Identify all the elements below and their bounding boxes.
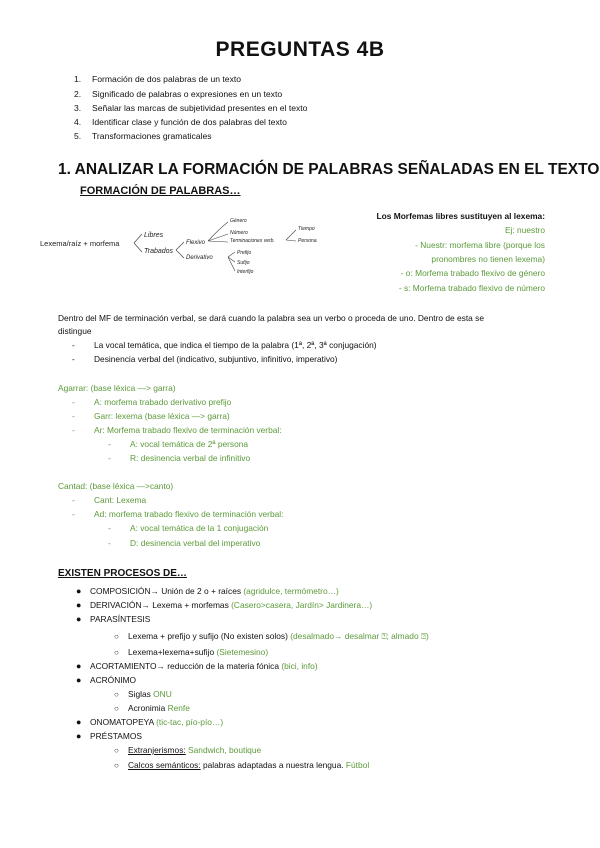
proceso-acronimo: ● ACRÓNIMO (76, 675, 137, 685)
procesos-heading: EXISTEN PROCESOS DE… (58, 568, 187, 579)
section-heading: 1. ANALIZAR LA FORMACIÓN DE PALABRAS SEÑALADAS EN EL TEXTO (58, 161, 600, 178)
page-title: PREGUNTAS 4B (215, 38, 385, 61)
agarrar-item: - Ar: Morfema trabado flexivo de terminación verbal: (72, 425, 282, 435)
agarrar-subitem: - A: vocal temática de 2ª persona (108, 439, 249, 449)
question-item: 3. Señalar las marcas de subjetividad presentes en el texto (74, 103, 308, 113)
morfemas-libres-line: Ej: nuestro (504, 225, 545, 235)
mf-verbal-item: - Desinencia verbal del (indicativo, subjuntivo, infinitivo, imperativo) (72, 354, 338, 364)
morfemas-libres-title: Los Morfemas libres sustituyen al lexema: (376, 211, 545, 221)
question-item: 5. Transformaciones gramaticales (74, 131, 212, 141)
diagram-libres: Libres (144, 232, 164, 239)
question-item: 4. Identificar clase y función de dos palabras del texto (74, 117, 287, 127)
mf-verbal-item: - La vocal temática, que indica el tiempo de la palabra (1ª, 2ª, 3ª conjugación) (72, 340, 377, 350)
cantad-item: - Ad: morfema trabado flexivo de terminación verbal: (72, 509, 284, 519)
agarrar-item: - Garr: lexema (base léxica —> garra) (72, 411, 230, 421)
question-item: 2. Significado de palabras o expresiones en un texto (74, 89, 283, 99)
diagram-genero: Género (230, 218, 247, 224)
diagram-persona: Persona (298, 238, 317, 244)
diagram-root: Lexema/raíz + morfema (40, 239, 120, 248)
proceso-composicion: ● COMPOSICIÓN→ Unión de 2 o + raíces (agridulce, termómetro…) (76, 586, 339, 596)
morpheme-diagram (38, 210, 338, 280)
diagram-numero: Número (230, 230, 248, 236)
morfemas-libres-line: - s: Morfema trabado flexivo de número (398, 283, 545, 293)
proceso-prestamos: ● PRÉSTAMOS (76, 731, 142, 741)
cantad-subitem: - D: desinencia verbal del imperativo (108, 538, 261, 548)
diagram-derivativo: Derivativo (186, 255, 213, 261)
proceso-para1: ○ Lexema + prefijo y sufijo (No existen solos) (desalmado→ desalmar ⍰; almado ⍰) (114, 631, 429, 641)
cantad-heading: Cantad: (base léxica —>canto) (58, 481, 174, 491)
proceso-para2: ○ Lexema+lexema+sufijo (Sietemesino) (114, 647, 269, 657)
cantad-subitem: - A: vocal temática de la 1 conjugación (108, 523, 269, 533)
section-subheading: FORMACIÓN DE PALABRAS… (80, 185, 241, 197)
proceso-acronimia: ○ Acronimia Renfe (114, 703, 190, 713)
proceso-calcos: ○ Calcos semánticos: palabras adaptadas a nuestra lengua. Fútbol (114, 760, 370, 770)
diagram-prefijo: Prefijo (237, 250, 252, 256)
proceso-siglas: ○ Siglas ONU (114, 689, 172, 699)
proceso-derivacion: ● DERIVACIÓN→ Lexema + morfemas (Casero>casera, Jardín> Jardinera…) (76, 600, 373, 610)
proceso-extranjerismos: ○ Extranjerismos: Sandwich, boutique (114, 745, 262, 755)
proceso-onomatopeya: ● ONOMATOPEYA (tic-tac, pío-pío…) (76, 717, 224, 727)
morfemas-libres-line: pronombres no tienen lexema) (431, 254, 545, 264)
diagram-sufijo: Sufijo (237, 260, 250, 266)
mf-verbal-intro: distingue (58, 326, 92, 336)
agarrar-subitem: - R: desinencia verbal de infinitivo (108, 453, 251, 463)
diagram-trabados: Trabados (144, 248, 174, 255)
agarrar-heading: Agarrar: (base léxica —> garra) (58, 383, 176, 393)
proceso-acortamiento: ● ACORTAMIENTO→ reducción de la materia fónica (bici, info) (76, 661, 318, 671)
diagram-terminaciones: Terminaciones verb. (230, 238, 275, 244)
agarrar-item: - A: morfema trabado derivativo prefijo (72, 397, 232, 407)
diagram-interfijo: Interfijo (237, 269, 254, 275)
diagram-tiempo: Tiempo (298, 226, 315, 232)
morfemas-libres-line: - o: Morfema trabado flexivo de género (400, 268, 545, 278)
diagram-flexivo: Flexivo (186, 240, 206, 246)
morfemas-libres-line: - Nuestr: morfema libre (porque los (415, 240, 545, 250)
question-item: 1. Formación de dos palabras de un texto (74, 74, 242, 84)
mf-verbal-intro: Dentro del MF de terminación verbal, se dará cuando la palabra sea un verbo o proceda de uno. Dentro de esta se (58, 313, 484, 323)
proceso-parasintesis: ● PARASÍNTESIS (76, 614, 151, 624)
cantad-item: - Cant: Lexema (72, 495, 147, 505)
